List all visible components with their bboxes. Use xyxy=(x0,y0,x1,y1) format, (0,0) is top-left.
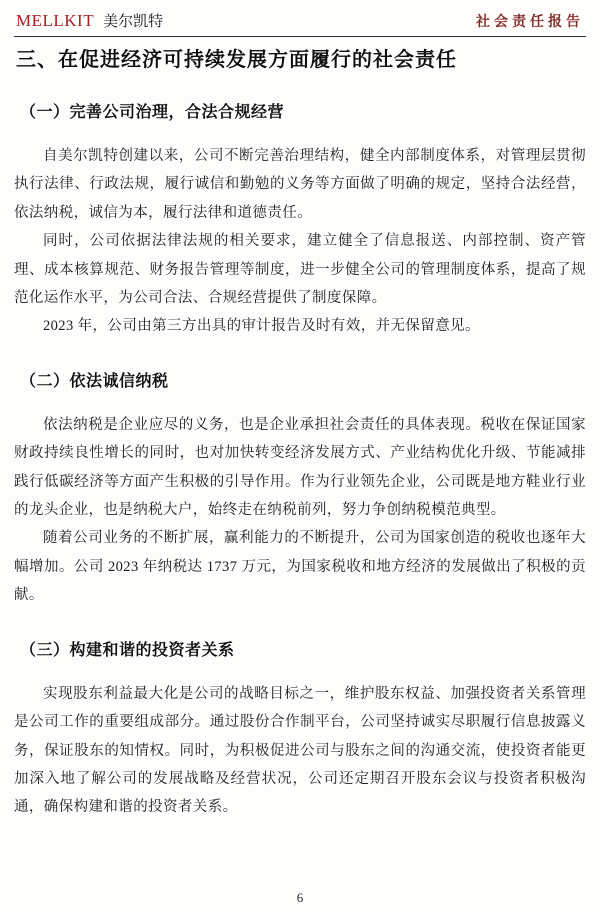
section-heading-investor: （三）构建和谐的投资者关系 xyxy=(20,641,235,659)
paragraph: 自美尔凯特创建以来，公司不断完善治理结构，健全内部制度体系，对管理层贯彻执行法律、行政法规，履行诚信和勤勉的义务等方面做了明确的规定，坚持合法经营，依法纳税，诚信为本，履行法律和道德责任。 xyxy=(14,148,586,221)
section-heading-governance: （一）完善公司治理，合法合规经营 xyxy=(20,104,285,121)
section-tax-integrity xyxy=(14,372,586,610)
page-header xyxy=(14,0,586,37)
section-heading-tax: （二）依法诚信纳税 xyxy=(20,372,169,390)
page-footer xyxy=(0,890,600,906)
section-investor-relations xyxy=(14,641,586,822)
page-number: 6 xyxy=(296,890,304,905)
section-corporate-governance xyxy=(14,103,586,341)
paragraph: 实现股东利益最大化是公司的战略目标之一，维护股东权益、加强投资者关系管理是公司工作的重要组成部分。通过股份合作制平台，公司坚持诚实尽职履行信息披露义务，保证股东的知情权。同时，为积极促进公司与股东之间的沟通交流，使投资者能更加深入地了解公司的发展战略及经营状况，公司还定期召开股东会议与投资者积极沟通，确保构建和谐的投资者关系。 xyxy=(14,685,586,816)
section-body-governance xyxy=(14,142,586,341)
section-body-tax xyxy=(14,411,586,610)
report-title: 社会责任报告 xyxy=(476,15,584,30)
company-logo xyxy=(16,10,163,31)
paragraph: 2023 年，公司由第三方出具的审计报告及时有效，并无保留意见。 xyxy=(43,318,480,335)
chapter-title: 三、在促进经济可持续发展方面履行的社会责任 xyxy=(16,49,457,71)
paragraph: 依法纳税是企业应尽的义务，也是企业承担社会责任的具体表现。税收在保证国家财政持续良性增长的同时，也对加快转变经济发展方式、产业结构优化升级、节能减排践行低碳经济等方面产生积极的引导作用。作为行业领先企业，公司既是地方鞋业行业的龙头企业，也是纳税大户，始终走在纳税前列，努力争创纳税模范典型。 xyxy=(14,416,586,519)
paragraph: 随着公司业务的不断扩展，赢利能力的不断提升，公司为国家创造的税收也逐年大幅增加。公司 2023 年纳税达 1737 万元，为国家税收和地方经济的发展做出了积极的贡献。 xyxy=(14,530,586,604)
company-logo-en: MELLKIT xyxy=(16,11,95,30)
paragraph: 同时，公司依据法律法规的相关要求，建立健全了信息报送、内部控制、资产管理、成本核算规范、财务报告管理等制度，进一步健全公司的管理制度体系，提高了规范化运作水平，为公司合法、合规经营提供了制度保障。 xyxy=(14,233,586,307)
company-logo-cn: 美尔凯特 xyxy=(103,14,164,30)
section-body-investor xyxy=(14,680,586,822)
